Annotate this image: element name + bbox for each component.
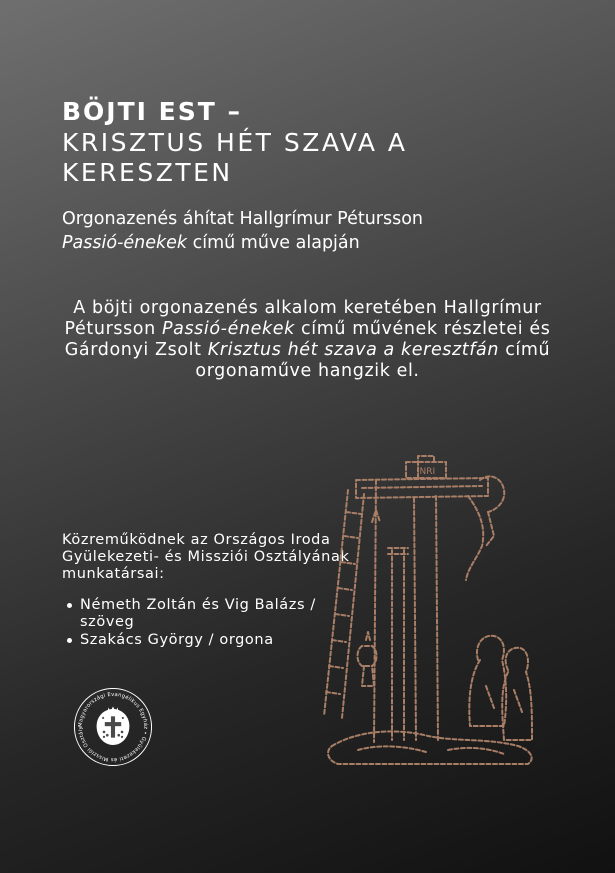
- pomegranate-cross-icon: [97, 707, 130, 746]
- inscription-plaque: INRI: [416, 467, 436, 477]
- page-title: [62, 96, 582, 188]
- crucifixion-sketch-icon: [318, 450, 546, 768]
- credits-list: [62, 597, 362, 649]
- credits-intro: Közreműködnek az Országos Iroda Gyülekezeti- és Missziói Osztályának munkatársai:: [62, 532, 350, 582]
- credits-item: Németh Zoltán és Vig Balázs / szöveg: [80, 597, 362, 631]
- title-line-2: KRISZTUS HÉT SZAVA A KERESZTEN: [62, 128, 408, 187]
- subtitle-text-end: című műve alapján: [187, 233, 360, 253]
- subtitle-text: Orgonazenés áhítat Hallgrímur Pétursson: [62, 209, 424, 229]
- description-text-2: című művének részletei és Gárdonyi Zsolt: [64, 319, 551, 360]
- description-text-3: című orgonaműve hangzik el.: [195, 340, 551, 381]
- description-text-1: A böjti orgonazenés alkalom keretében Hallgrímur Pétursson: [64, 298, 542, 339]
- event-description: [40, 298, 575, 382]
- church-logo-icon: [72, 686, 154, 768]
- description-italic-1: Passió-énekek: [161, 319, 295, 339]
- credits-section: [62, 532, 362, 650]
- subtitle-italic-title: Passió-énekek: [62, 233, 188, 253]
- credits-item: Szakács György / orgona: [80, 632, 362, 649]
- description-italic-2: Krisztus hét szava a keresztfán: [207, 340, 500, 360]
- title-line-1: BÖJTI EST –: [62, 97, 243, 126]
- subtitle: [62, 207, 582, 255]
- logo-ring-text: Magyarországi Evangélikus Egyház • Gyülekezeti és Missziói Osztály: [77, 691, 149, 763]
